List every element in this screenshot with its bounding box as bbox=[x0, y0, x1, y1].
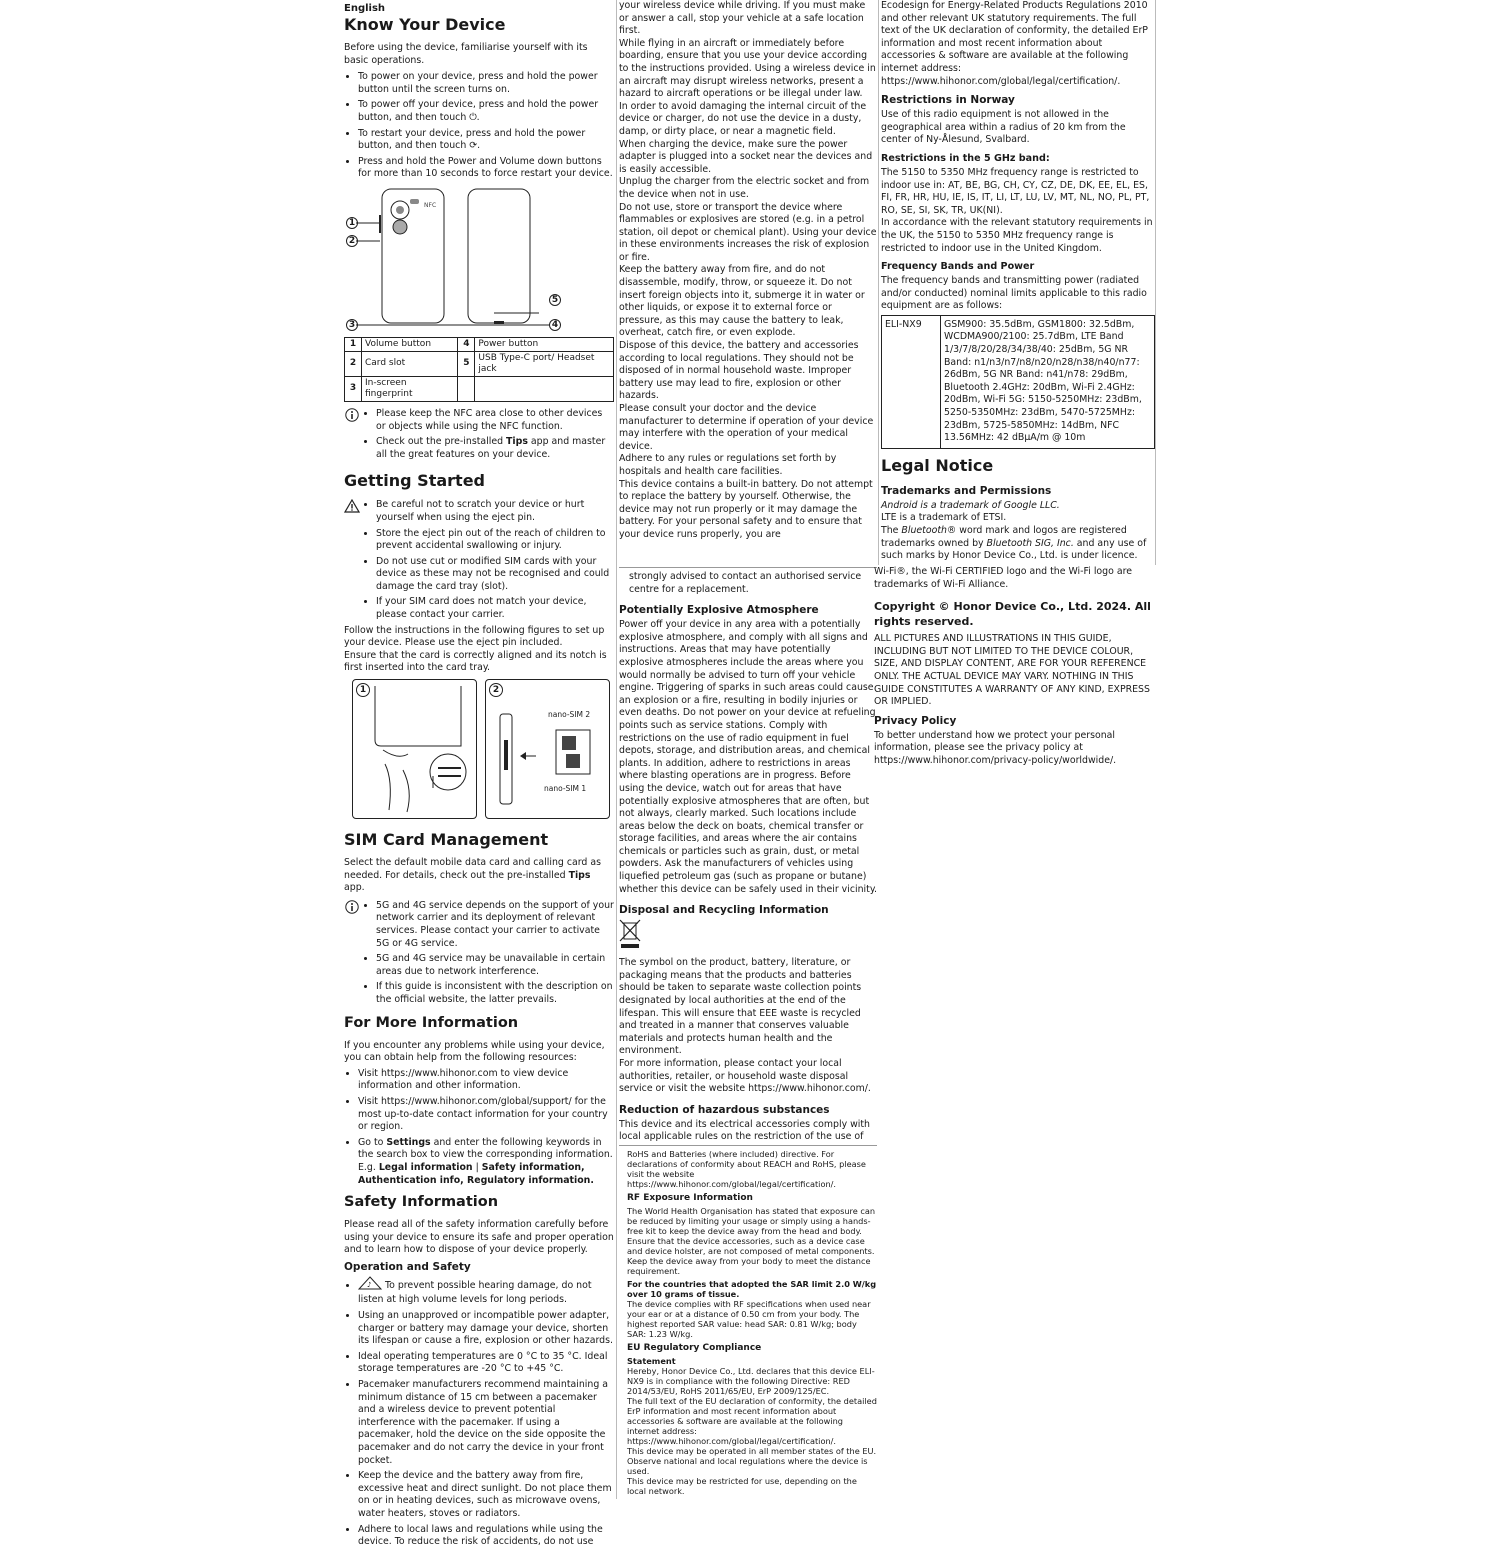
sim-card-management-heading: SIM Card Management bbox=[344, 830, 549, 850]
paragraph: RoHS and Batteries (where included) directive. For declarations of conformity about REACH and RoHS, please visit the website https://www.hihonor.com/global/legal/certification/. bbox=[627, 1149, 866, 1189]
list-item: • Please keep the NFC area close to other devices or objects while using the NFC function. bbox=[376, 408, 614, 433]
list-item: • Keep the device and the battery away from fire, excessive heat and direct sunlight. Do not place them on or in heating devices, such as microwave ovens, water heaters, stoves or radiators. bbox=[358, 1470, 614, 1520]
callout-5: 5 bbox=[549, 294, 561, 306]
paragraph: This device and its electrical accessories comply with local applicable rules on the restriction of the use of bbox=[619, 1118, 871, 1141]
weee-bin-icon bbox=[619, 919, 877, 953]
getting-started-heading: Getting Started bbox=[344, 471, 485, 491]
paragraph: Observe national and local regulations where the device is used. bbox=[627, 1456, 868, 1476]
sim-note bbox=[344, 899, 614, 1010]
paragraph: The 5150 to 5350 MHz frequency range is restricted to indoor use in: AT, BE, BG, CH, CY, CZ, DE, DK, EE, EL, ES, FI, FR, HR, HU, IE, IS, IT, LI, LT, LU, LV, MT, NL, NO, PL, PT, RO, SE, SI, SK, TR, UK(NI). bbox=[881, 166, 1150, 216]
column-2-middle bbox=[619, 567, 877, 1141]
sim-tray-illustration bbox=[486, 680, 609, 818]
safety-intro: Please read all of the safety information carefully before using your device to ensure its safe and proper operation and to learn how to dispose of your device properly. bbox=[344, 1219, 614, 1256]
paragraph: This device may be operated in all member states of the EU. bbox=[627, 1446, 877, 1456]
paragraph: Do not use, store or transport the device where flammables or explosives are stored (e.g. in a petrol station, oil depot or chemical plant). Using your device in these environments increases the risk of explosion or fire. bbox=[619, 201, 877, 263]
paragraph: The World Health Organisation has stated that exposure can be reduced by limiting your usage or simply using a hands-free kit to keep the device away from the head and body. bbox=[627, 1206, 876, 1236]
paragraph: strongly advised to contact an authorised service centre for a replacement. bbox=[629, 571, 862, 595]
paragraph: Dispose of this device, the battery and accessories according to local regulations. They should not be disposed of in normal household waste. Improper battery use may lead to fire, explosion or other hazards. bbox=[619, 340, 859, 402]
list-item: • Using an unapproved or incompatible power adapter, charger or battery may damage your device, shorten its lifespan or cause a fire, explosion or other hazards. bbox=[358, 1310, 614, 1348]
paragraph: Ecodesign for Energy-Related Products Regulations 2010 and other relevant UK statutory requirements. The full text of the UK declaration of conformity, the detailed ErP information and most recent information about accessories & software are available at the following internet address: https://www.hihonor.com/global/legal/certification/. bbox=[881, 0, 1148, 87]
list-item: • Ideal operating temperatures are 0 °C to 35 °C. Ideal storage temperatures are -20 °C to +45 °C. bbox=[358, 1351, 614, 1376]
column-1 bbox=[344, 0, 614, 1552]
figure-number: 2 bbox=[489, 683, 503, 697]
list-item: • If this guide is inconsistent with the description on the official website, the latter prevails. bbox=[376, 981, 614, 1006]
ghz-heading: Restrictions in the 5 GHz band: bbox=[881, 152, 1050, 164]
bands-cell: GSM900: 35.5dBm, GSM1800: 32.5dBm, WCDMA900/2100: 25.7dBm, LTE Band 1/3/7/8/20/28/34/38/40: 25dBm, 5G NR Band: n1/n3/n7/n8/n20/n28/n38/n40/n77: 26dBm, 5G NR Band: n41/n78: 29dBm, Bluetooth 2.4GHz: 20dBm, Wi-Fi 2.4GHz: 20dBm, Wi-Fi 5G: 5150-5250MHz: 23dBm, 5250-5350MHz: 23dBm, 5470-5725MHz: 23dBm, 5725-5850MHz: 14dBm, NFC 13.56MHz: 42 dBμA/m @ 10m bbox=[944, 318, 1142, 444]
list-item: • Be careful not to scratch your device or hurt yourself when using the eject pin. bbox=[376, 499, 614, 524]
list-item: • ♪ To prevent possible hearing damage, do not listen at high volume levels for long periods. bbox=[358, 1276, 614, 1307]
list-item: • Store the eject pin out of the reach of children to prevent accidental swallowing or injury. bbox=[376, 528, 614, 553]
paragraph: In order to avoid damaging the internal circuit of the device or charger, do not use the device in a dusty, damp, or dirty place, or near a magnetic field. bbox=[619, 100, 867, 137]
paragraph: Ensure that the device accessories, such as a device case and device holster, are not composed of metal components. Keep the device away from your body to meet the distance requirement. bbox=[627, 1236, 875, 1276]
figure-2 bbox=[485, 679, 610, 819]
paragraph: your wireless device while driving. If you must make or answer a call, stop your vehicle at a safe location first. bbox=[619, 0, 866, 37]
table-row bbox=[345, 376, 614, 401]
column-3-continued bbox=[874, 566, 1152, 768]
column-2-bottom bbox=[619, 1145, 877, 1499]
operation-safety-heading: Operation and Safety bbox=[344, 1260, 471, 1273]
explosive-heading: Potentially Explosive Atmosphere bbox=[619, 604, 819, 617]
part-number: 5 bbox=[458, 351, 475, 376]
know-list bbox=[344, 71, 614, 181]
trademarks-heading: Trademarks and Permissions bbox=[881, 484, 1052, 497]
paragraph: Unplug the charger from the electric socket and from the device when not in use. bbox=[619, 176, 870, 200]
sar-heading: For the countries that adopted the SAR limit 2.0 W/kg over 10 grams of tissue. bbox=[627, 1279, 877, 1299]
paragraph: The frequency bands and transmitting power (radiated and/or conducted) nominal limits applicable to this radio equipment are as follows: bbox=[881, 275, 1147, 312]
list-item: • Do not use cut or modified SIM cards with your device as these may not be recognised and could damage the card tray (slot). bbox=[376, 556, 614, 594]
svg-text:♪: • ♪ bbox=[367, 1280, 372, 1289]
list-item: • To power on your device, press and hold the power button until the screen turns on. bbox=[358, 71, 614, 96]
column-3 bbox=[878, 0, 1156, 565]
list-item: • Adhere to local laws and regulations while using the device. To reduce the risk of accidents, do not use bbox=[358, 1524, 614, 1549]
paragraph: To better understand how we protect your personal information, please see the privacy policy at https://www.hihonor.com/privacy-policy/worldwide/. bbox=[874, 729, 1117, 766]
paragraph: The full text of the EU declaration of conformity, the detailed ErP information and most recent information about accessories & software are available at the following internet address: https://www.hihonor.com/global/legal/certification/. bbox=[627, 1396, 877, 1446]
callout-3: 3 bbox=[346, 319, 358, 331]
figure-1 bbox=[352, 679, 477, 819]
paragraph: Please consult your doctor and the device manufacturer to determine if operation of your device may interfere with the operation of your medical device. bbox=[619, 403, 874, 452]
paragraph: In accordance with the relevant statutory requirements in the UK, the 5150 to 5350 MHz frequency range is restricted to indoor use in the United Kingdom. bbox=[881, 217, 1153, 254]
frequency-heading: Frequency Bands and Power bbox=[881, 261, 1035, 273]
part-label: USB Type-C port/ Headset jack bbox=[475, 351, 614, 376]
disposal-heading: Disposal and Recycling Information bbox=[619, 904, 829, 917]
nano-sim-2-label: nano-SIM 2 bbox=[548, 710, 591, 720]
warning-note bbox=[344, 498, 614, 624]
legal-notice-heading: Legal Notice bbox=[881, 455, 994, 475]
more-information-heading: For More Information bbox=[344, 1014, 519, 1031]
statement-heading: Statement bbox=[627, 1356, 676, 1366]
part-label: In-screen fingerprint bbox=[362, 376, 458, 401]
model-cell: ELI-NX9 bbox=[882, 316, 941, 448]
list-item: • Visit https://www.hihonor.com to view device information and other information. bbox=[358, 1068, 614, 1093]
nano-sim-1-label: nano-SIM 1 bbox=[544, 784, 587, 794]
part-label: Power button bbox=[475, 337, 614, 351]
nfc-note bbox=[344, 407, 614, 464]
list-item: • If your SIM card does not match your device, please contact your carrier. bbox=[376, 596, 614, 621]
part-number: 4 bbox=[458, 337, 475, 351]
know-your-device-heading: Know Your Device bbox=[344, 15, 506, 34]
list-item: • To restart your device, press and hold the power button, and then touch ⟳. bbox=[358, 128, 614, 153]
list-item: • 5G and 4G service may be unavailable in certain areas due to network interference. bbox=[376, 953, 614, 978]
more-list bbox=[344, 1068, 614, 1187]
list-item: • Go to Settings and enter the following keywords in the search box to view the corresponding information. E.g. Legal information | Safety information, Authentication info, Regulatory information. bbox=[358, 1137, 614, 1187]
callout-2: 2 bbox=[346, 235, 358, 247]
hazard-heading: Reduction of hazardous substances bbox=[619, 1103, 830, 1116]
know-intro: Before using the device, familiarise yourself with its basic operations. bbox=[344, 42, 588, 66]
paragraph: The symbol on the product, battery, literature, or packaging means that the products and batteries should be taken to separate waste collection points designated by local authorities at the end of the lifespan. This will ensure that EEE waste is recycled and treated in a manner that conserves valuable materials and protects human health and the environment. bbox=[619, 957, 862, 1057]
setup-text: Follow the instructions in the following figures to set up your device. Please use the eject pin included. bbox=[344, 624, 605, 649]
paragraph: The device complies with RF specifications when used near your ear or at a distance of 0.50 cm from your body. The highest reported SAR value: head SAR: 0.81 W/kg; body SAR: 1.23 W/kg. bbox=[627, 1299, 871, 1339]
sim-figures bbox=[344, 679, 614, 821]
info-icon bbox=[344, 899, 360, 915]
warning-icon bbox=[344, 498, 360, 514]
list-item: • Visit https://www.hihonor.com/global/support/ for the most up-to-date contact information for your country or region. bbox=[358, 1096, 614, 1134]
list-item: • 5G and 4G service depends on the support of your network carrier and its deployment of relevant services. Please contact your carrier to activate 5G or 4G service. bbox=[376, 900, 614, 950]
part-label bbox=[475, 376, 614, 401]
callout-1: 1 bbox=[346, 217, 358, 229]
eu-compliance-heading: EU Regulatory Compliance bbox=[627, 1343, 762, 1353]
paragraph: Use of this radio equipment is not allowed in the geographical area within a radius of 20 km from the center of Ny-Ålesund, Svalbard. bbox=[881, 109, 1126, 146]
sim-intro: Select the default mobile data card and calling card as needed. For details, check out the pre-installed Tips app. bbox=[344, 857, 601, 894]
part-label: Volume button bbox=[362, 337, 458, 351]
safety-list bbox=[344, 1276, 614, 1549]
more-intro: If you encounter any problems while using your device, you can obtain help from the following resources: bbox=[344, 1039, 605, 1064]
part-number: 2 bbox=[345, 351, 362, 376]
table-row bbox=[345, 337, 614, 351]
parts-table bbox=[344, 337, 614, 402]
paragraph: Adhere to any rules or regulations set forth by hospitals and health care facilities. bbox=[619, 453, 837, 477]
part-number bbox=[458, 376, 475, 401]
paragraph: This device contains a built-in battery. Do not attempt to replace the battery by yourself. Otherwise, the device may not run properly or it may damage the battery. For your personal safety and to ensure that your device runs properly, you are bbox=[619, 478, 873, 540]
eject-pin-illustration bbox=[353, 680, 476, 818]
part-number: 1 bbox=[345, 337, 362, 351]
phone-diagram bbox=[344, 185, 614, 335]
norway-heading: Restrictions in Norway bbox=[881, 94, 1015, 107]
part-label: Card slot bbox=[362, 351, 458, 376]
list-item: • Check out the pre-installed Tips app and master all the great features on your device. bbox=[376, 436, 614, 461]
table-row bbox=[345, 351, 614, 376]
list-item: • Pacemaker manufacturers recommend maintaining a minimum distance of 15 cm between a pacemaker and a wireless device to prevent potential interference with the pacemaker. If using a pacemaker, hold the device on the side opposite the pacemaker and do not carry the device in your front pocket. bbox=[358, 1379, 614, 1467]
align-text: Ensure that the card is correctly aligned and its notch is first inserted into the card tray. bbox=[344, 649, 607, 674]
list-item: • Press and hold the Power and Volume down buttons for more than 10 seconds to force restart your device. bbox=[358, 156, 614, 181]
paragraph: For more information, please contact your local authorities, retailer, or household waste disposal service or visit the website https://www.hihonor.com/. bbox=[619, 1058, 871, 1095]
part-number: 3 bbox=[345, 376, 362, 401]
privacy-heading: Privacy Policy bbox=[874, 714, 957, 727]
safety-information-heading: Safety Information bbox=[344, 1194, 499, 1211]
column-2-top bbox=[619, 0, 877, 563]
column-2 bbox=[616, 0, 877, 1499]
paragraph: Android is a trademark of Google LLC. bbox=[881, 499, 1060, 511]
paragraph: Wi-Fi®, the Wi-Fi CERTIFIED logo and the Wi-Fi logo are trademarks of Wi-Fi Alliance. bbox=[874, 566, 1132, 590]
language-label: English bbox=[344, 3, 386, 14]
disclaimer-paragraph: ALL PICTURES AND ILLUSTRATIONS IN THIS GUIDE, INCLUDING BUT NOT LIMITED TO THE DEVICE COLOUR, SIZE, AND DISPLAY CONTENT, ARE FOR YOUR REFERENCE ONLY. THE ACTUAL DEVICE MAY VARY. NOTHING IN THIS GUIDE CONSTITUTES A WARRANTY OF ANY KIND, EXPRESS OR IMPLIED. bbox=[874, 633, 1150, 708]
copyright-heading: Copyright © Honor Device Co., Ltd. 2024. All rights reserved. bbox=[874, 600, 1151, 629]
paragraph: Power off your device in any area with a potentially explosive atmosphere, and comply with all signs and instructions. Areas that may have potentially explosive atmospheres include the areas where you would normally be advised to turn off your vehicle engine. Triggering of sparks in such areas could cause an explosion or a fire, resulting in bodily injuries or even deaths. Do not power on your device at refueling points such as service stations. Comply with restrictions on the use of radio equipment in fuel depots, storage, and distribution areas, and chemical plants. In addition, adhere to restrictions in areas where blasting operations are in progress. Before using the device, watch out for areas that have potentially explosive atmospheres that are often, but not always, clearly marked. Such locations include areas below the deck on boats, chemical transfer or storage facilities, and areas where the air contains chemicals or particles such as grain, dust, or metal powders. Ask the manufacturers of vehicles using liquefied petroleum gas (such as propane or butane) whether this device can be safely used in their vicinity. bbox=[619, 619, 877, 895]
paragraph: This device may be restricted for use, depending on the local network. bbox=[627, 1476, 857, 1496]
device-illustration bbox=[344, 185, 614, 335]
figure-number: 1 bbox=[356, 683, 370, 697]
callout-4: 4 bbox=[549, 319, 561, 331]
svg-text:NFC: NFC bbox=[424, 201, 437, 209]
rf-exposure-heading: RF Exposure Information bbox=[627, 1193, 753, 1203]
paragraph: When charging the device, make sure the power adapter is plugged into a socket near the devices and is easily accessible. bbox=[619, 138, 873, 175]
info-icon bbox=[344, 407, 360, 423]
paragraph: The Bluetooth® word mark and logos are registered trademarks owned by Bluetooth SIG, Inc. and any use of such marks by Honor Device Co., Ltd. is under licence. bbox=[881, 525, 1147, 562]
paragraph: Hereby, Honor Device Co., Ltd. declares that this device ELI-NX9 is in compliance with the following Directive: RED 2014/53/EU, RoHS 2011/65/EU, ErP 2009/125/EC. bbox=[627, 1366, 875, 1396]
list-item: • To power off your device, press and hold the power button, and then touch ⏻. bbox=[358, 99, 614, 124]
paragraph: Keep the battery away from fire, and do not disassemble, modify, throw, or squeeze it. Do not insert foreign objects into it, submerge it in water or other liquids, or expose it to external force or pressure, as this may cause the battery to leak, overheat, catch fire, or even explode. bbox=[619, 264, 865, 339]
paragraph: While flying in an aircraft or immediately before boarding, ensure that you use your device according to the instructions provided. Using a wireless device in an aircraft may disrupt wireless networks, present a hazard to aircraft operations or be illegal under law. bbox=[619, 37, 876, 100]
frequency-table bbox=[881, 315, 1155, 449]
paragraph: LTE is a trademark of ETSI. bbox=[881, 512, 1007, 524]
hearing-warning-icon bbox=[358, 1276, 382, 1295]
